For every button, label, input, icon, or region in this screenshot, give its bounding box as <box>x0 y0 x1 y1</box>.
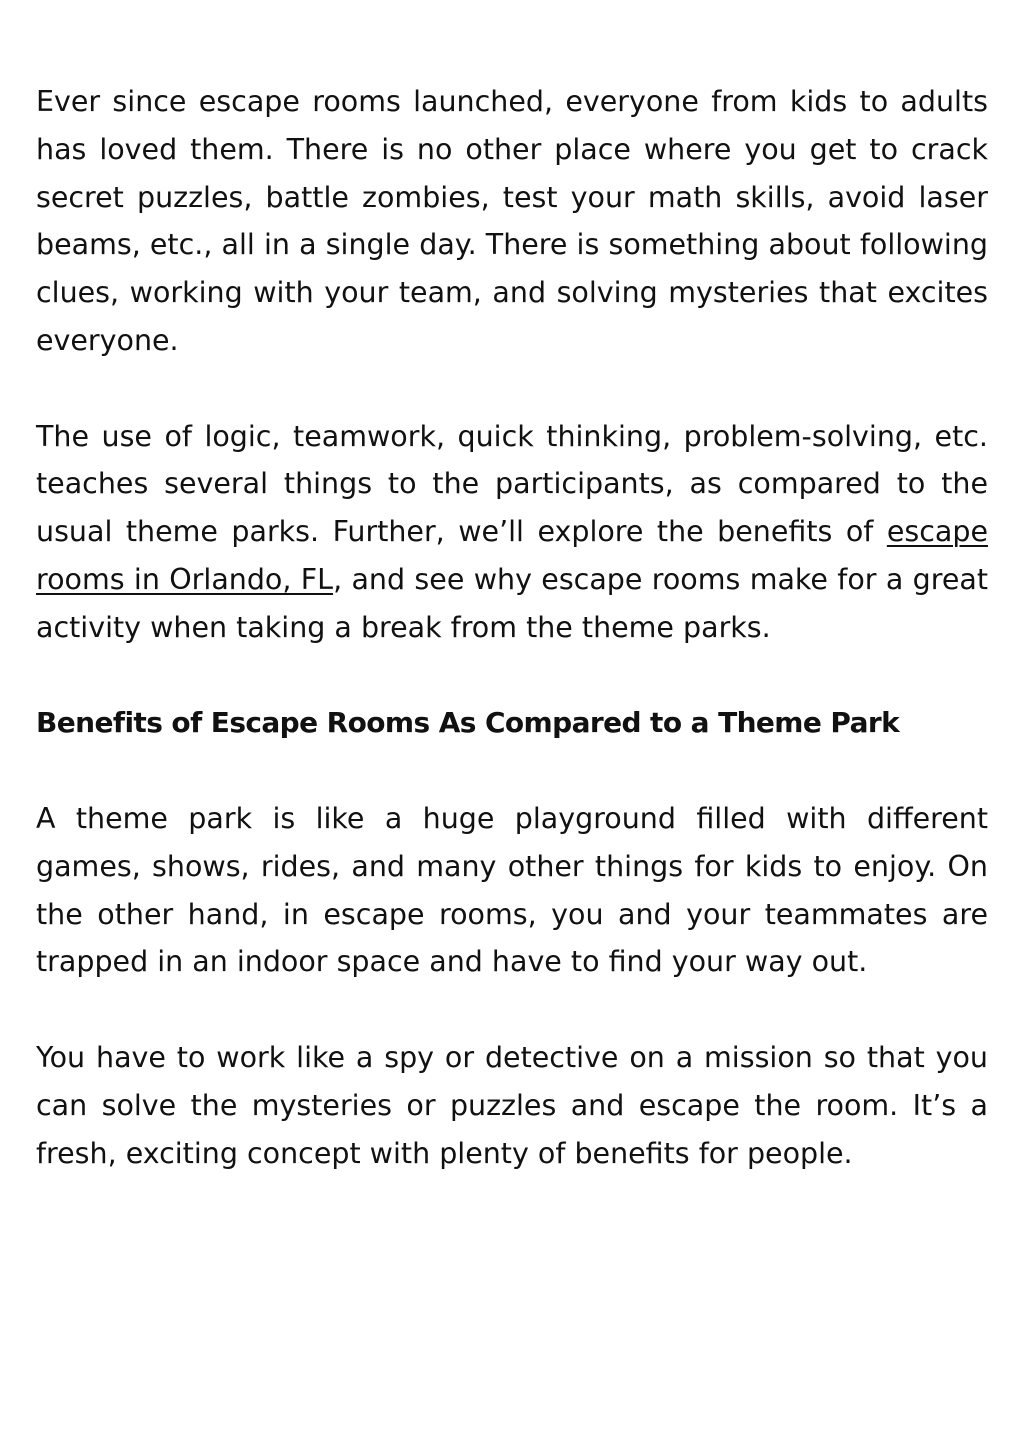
paragraph-text-before-link: The use of logic, teamwork, quick thinking, problem-solving, etc. teaches several things to the participants, as compared to the usual theme parks. Further, we’ll explore the benefits of <box>36 419 988 549</box>
intro-paragraph: Ever since escape rooms launched, everyone from kids to adults has loved them. There is no other place where you get to crack secret puzzles, battle zombies, test your math skills, avoid laser beams, etc., all in a single day. There is something about following clues, working with your team, and solving mysteries that excites everyone. <box>36 85 988 357</box>
section-heading: Benefits of Escape Rooms As Compared to a Theme Park <box>36 706 900 740</box>
spy-detective-paragraph: You have to work like a spy or detective on a mission so that you can solve the mysteries or puzzles and escape the room. It’s a fresh, exciting concept with plenty of benefits for people. <box>36 1040 988 1170</box>
theme-park-paragraph: A theme park is like a huge playground filled with different games, shows, rides, and many other things for kids to enjoy. On the other hand, in escape rooms, you and your teammates are trapped in an indoor space and have to find your way out. <box>36 801 988 979</box>
paragraph-text-after-link: , and see why escape rooms make for a great activity when taking a break from the theme parks. <box>36 562 988 644</box>
document-body <box>36 78 988 1225</box>
benefits-intro-paragraph <box>36 413 988 652</box>
escape-rooms-orlando-link[interactable]: escape rooms in Orlando, FL <box>36 515 988 596</box>
